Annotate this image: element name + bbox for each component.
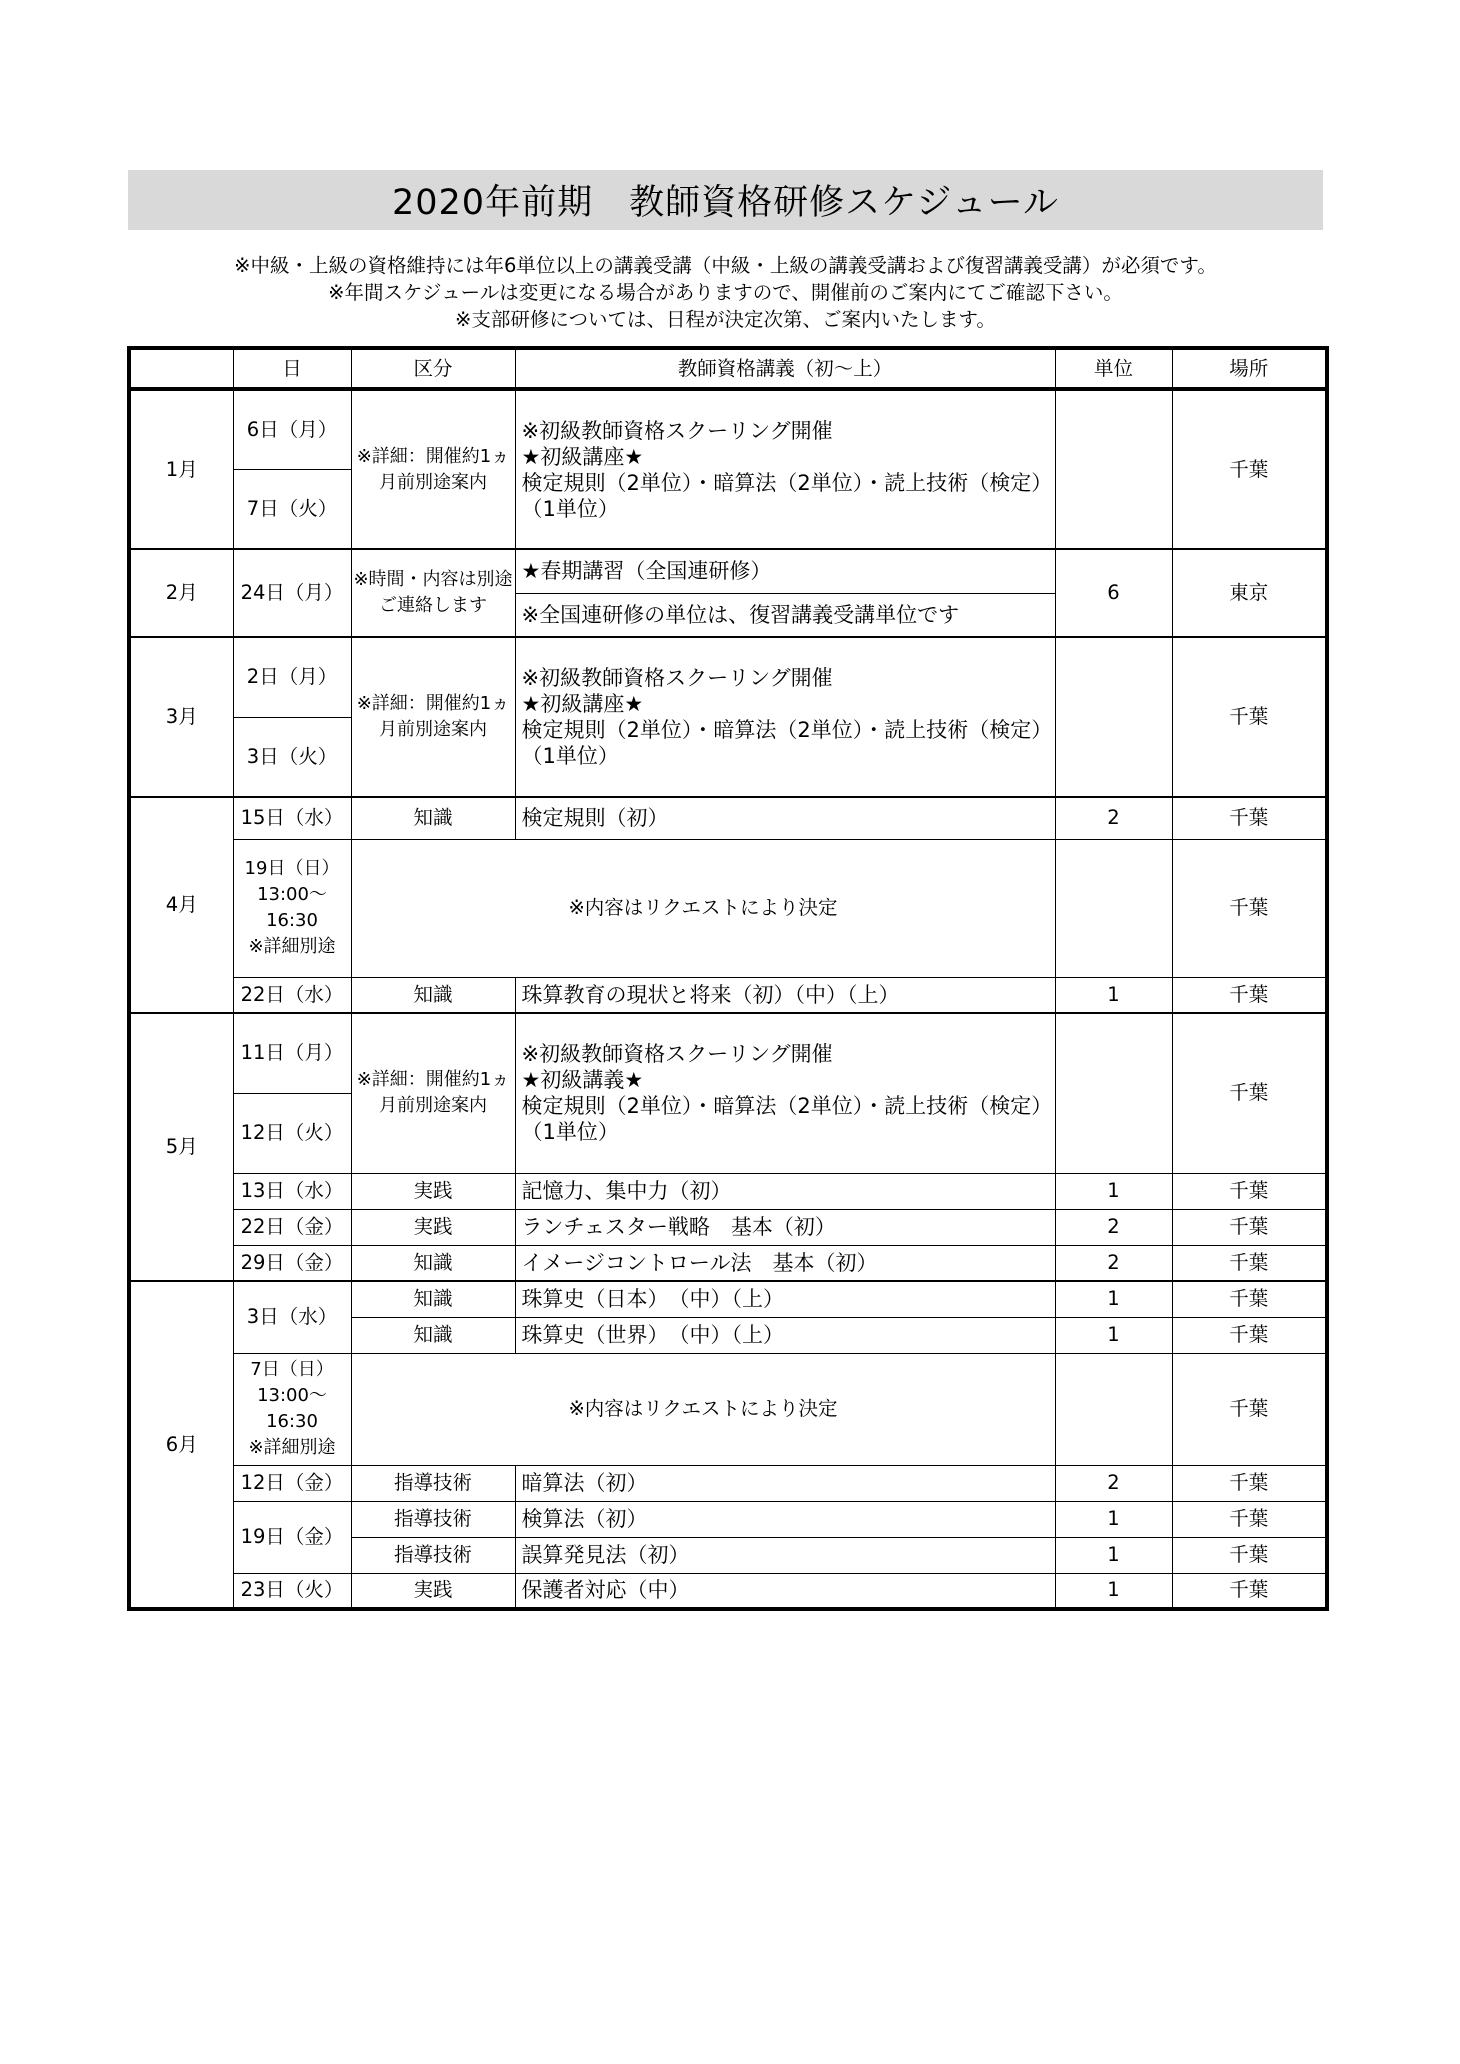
- day-cell: 6日（月）: [233, 389, 351, 469]
- lecture-line: ※初級教師資格スクーリング開催: [521, 1042, 833, 1067]
- place-cell: 千葉: [1172, 1501, 1327, 1537]
- units-cell: 1: [1055, 1173, 1172, 1209]
- lecture-cell: ※全国連研修の単位は、復習講義受講単位です: [515, 593, 1055, 637]
- lecture-line: ※初級教師資格スクーリング開催: [521, 418, 833, 443]
- units-cell: 1: [1055, 1317, 1172, 1353]
- lecture-cell: ランチェスター戦略 基本（初）: [515, 1209, 1055, 1245]
- lecture-cell: 保護者対応（中）: [515, 1573, 1055, 1609]
- units-cell: [1055, 1353, 1172, 1465]
- place-cell: 千葉: [1172, 1281, 1327, 1317]
- lecture-cell: 珠算教育の現状と将来（初）（中）（上）: [515, 977, 1055, 1013]
- day-cell: 19日（金）: [233, 1501, 351, 1573]
- place-cell: 千葉: [1172, 977, 1327, 1013]
- table-row: [129, 1573, 1327, 1609]
- day-cell: 23日（火）: [233, 1573, 351, 1609]
- header-lecture: 教師資格講義（初～上）: [515, 348, 1055, 389]
- place-cell: 千葉: [1172, 389, 1327, 549]
- month-cell: 3月: [129, 637, 233, 797]
- day-line: 7日（日）: [250, 1359, 334, 1380]
- table-row: [129, 1281, 1327, 1317]
- table-row: [129, 1465, 1327, 1501]
- table-row: [129, 389, 1327, 469]
- place-cell: 千葉: [1172, 1209, 1327, 1245]
- table-row: [129, 1209, 1327, 1245]
- lecture-cell: 記憶力、集中力（初）: [515, 1173, 1055, 1209]
- note-3: ※支部研修については、日程が決定次第、ご案内いたします。: [455, 308, 996, 331]
- units-cell: 1: [1055, 1537, 1172, 1573]
- lecture-line: ★初級講義★: [521, 1068, 644, 1093]
- lecture-line: 検定規則（2単位）・暗算法（2単位）・読上技術（検定）（1単位）: [521, 470, 1053, 521]
- day-cell: 24日（月）: [233, 549, 351, 637]
- lecture-cell: ★春期講習（全国連研修）: [515, 549, 1055, 593]
- category-cell: 知識: [351, 797, 515, 839]
- day-cell: 2日（月）: [233, 637, 351, 717]
- month-cell: 1月: [129, 389, 233, 549]
- units-cell: 1: [1055, 977, 1172, 1013]
- lecture-cell: イメージコントロール法 基本（初）: [515, 1245, 1055, 1281]
- place-cell: 千葉: [1172, 1245, 1327, 1281]
- lecture-cell: 珠算史（日本） （中）（上）: [515, 1281, 1055, 1317]
- lecture-cell: 誤算発見法（初）: [515, 1537, 1055, 1573]
- place-cell: 千葉: [1172, 1173, 1327, 1209]
- units-cell: [1055, 637, 1172, 797]
- category-cell: 指導技術: [351, 1465, 515, 1501]
- table-row: [129, 1013, 1327, 1093]
- place-cell: 千葉: [1172, 637, 1327, 797]
- group-may: [129, 1013, 1327, 1281]
- lecture-cell: 検算法（初）: [515, 1501, 1055, 1537]
- place-cell: 千葉: [1172, 1013, 1327, 1173]
- page-title: 2020年前期 教師資格研修スケジュール: [392, 183, 1059, 223]
- category-cell: 実践: [351, 1173, 515, 1209]
- table-row: [129, 1173, 1327, 1209]
- header-day: 日: [233, 348, 351, 389]
- category-cell: ※詳細：開催約1ヵ月前別途案内: [351, 637, 515, 797]
- day-cell: 11日（月）: [233, 1013, 351, 1093]
- group-june: [129, 1281, 1327, 1609]
- units-cell: 2: [1055, 797, 1172, 839]
- category-cell: ※詳細：開催約1ヵ月前別途案内: [351, 389, 515, 549]
- month-cell: 4月: [129, 797, 233, 1013]
- lecture-line: 検定規則（2単位）・暗算法（2単位）・読上技術（検定）（1単位）: [521, 718, 1053, 768]
- lecture-cell: 検定規則（初）: [515, 797, 1055, 839]
- table-row: [129, 549, 1327, 593]
- table-row: [129, 637, 1327, 717]
- day-cell: 3日（火）: [233, 717, 351, 797]
- detail-line: ※詳細別途: [248, 936, 336, 957]
- table-row: [129, 1353, 1327, 1465]
- place-cell: 千葉: [1172, 1353, 1327, 1465]
- place-cell: 千葉: [1172, 1465, 1327, 1501]
- place-cell: 千葉: [1172, 1317, 1327, 1353]
- day-cell: 22日（水）: [233, 977, 351, 1013]
- note-2: ※年間スケジュールは変更になる場合がありますので、開催前のご案内にてご確認下さい。: [328, 281, 1123, 304]
- note-1: ※中級・上級の資格維持には年6単位以上の講義受講（中級・上級の講義受講および復習講義受講）が必須です。: [234, 254, 1217, 277]
- units-cell: 2: [1055, 1465, 1172, 1501]
- notes: [128, 252, 1323, 333]
- table-row: [129, 1245, 1327, 1281]
- table-row: [129, 1501, 1327, 1537]
- units-cell: [1055, 389, 1172, 549]
- month-cell: 5月: [129, 1013, 233, 1281]
- time-line: 16:30: [266, 1411, 318, 1432]
- month-cell: 2月: [129, 549, 233, 637]
- place-cell: 東京: [1172, 549, 1327, 637]
- table-row: [129, 797, 1327, 839]
- lecture-cell: [515, 1013, 1055, 1173]
- units-cell: 2: [1055, 1209, 1172, 1245]
- units-cell: [1055, 1013, 1172, 1173]
- group-january: [129, 389, 1327, 549]
- lecture-line: 検定規則（2単位）・暗算法（2単位）・読上技術（検定）（1単位）: [521, 1094, 1053, 1145]
- group-april: [129, 797, 1327, 1013]
- lecture-line: ★初級講座★: [521, 692, 644, 716]
- time-line: 13:00～: [257, 884, 327, 905]
- day-cell: [233, 1353, 351, 1465]
- table-row: [129, 839, 1327, 977]
- title-bar: [128, 170, 1323, 230]
- header-place: 場所: [1172, 348, 1327, 389]
- category-cell: ※詳細：開催約1ヵ月前別途案内: [351, 1013, 515, 1173]
- place-cell: 千葉: [1172, 1537, 1327, 1573]
- group-march: [129, 637, 1327, 797]
- lecture-line: ★初級講座★: [521, 444, 644, 469]
- place-cell: 千葉: [1172, 797, 1327, 839]
- category-cell: 知識: [351, 1245, 515, 1281]
- day-cell: 13日（水）: [233, 1173, 351, 1209]
- day-line: 19日（日）: [244, 858, 340, 879]
- month-cell: 6月: [129, 1281, 233, 1609]
- lecture-line: ※初級教師資格スクーリング開催: [521, 666, 833, 690]
- lecture-cell: [515, 637, 1055, 797]
- time-line: 13:00～: [257, 1385, 327, 1406]
- category-cell: 実践: [351, 1209, 515, 1245]
- day-cell: 15日（水）: [233, 797, 351, 839]
- day-cell: 12日（火）: [233, 1093, 351, 1173]
- category-cell: ※時間・内容は別途ご連絡します: [351, 549, 515, 637]
- place-cell: 千葉: [1172, 839, 1327, 977]
- units-cell: 1: [1055, 1573, 1172, 1609]
- category-cell: 指導技術: [351, 1501, 515, 1537]
- lecture-cell: ※内容はリクエストにより決定: [351, 1353, 1055, 1465]
- header-units: 単位: [1055, 348, 1172, 389]
- header-category: 区分: [351, 348, 515, 389]
- place-cell: 千葉: [1172, 1573, 1327, 1609]
- day-cell: 22日（金）: [233, 1209, 351, 1245]
- category-cell: 実践: [351, 1573, 515, 1609]
- group-february: [129, 549, 1327, 637]
- day-cell: 3日（水）: [233, 1281, 351, 1353]
- lecture-cell: 暗算法（初）: [515, 1465, 1055, 1501]
- units-cell: 2: [1055, 1245, 1172, 1281]
- units-cell: 6: [1055, 549, 1172, 637]
- time-line: 16:30: [266, 910, 318, 931]
- category-cell: 知識: [351, 1281, 515, 1317]
- day-cell: 7日（火）: [233, 469, 351, 549]
- header-month: [129, 348, 233, 389]
- lecture-cell: 珠算史（世界） （中）（上）: [515, 1317, 1055, 1353]
- day-cell: 29日（金）: [233, 1245, 351, 1281]
- units-cell: 1: [1055, 1281, 1172, 1317]
- header-row: [129, 348, 1327, 389]
- lecture-cell: ※内容はリクエストにより決定: [351, 839, 1055, 977]
- units-cell: 1: [1055, 1501, 1172, 1537]
- detail-line: ※詳細別途: [248, 1437, 336, 1458]
- schedule-table: [127, 346, 1329, 1611]
- day-cell: 12日（金）: [233, 1465, 351, 1501]
- table-row: [129, 977, 1327, 1013]
- day-cell: [233, 839, 351, 977]
- lecture-cell: [515, 389, 1055, 549]
- category-cell: 知識: [351, 977, 515, 1013]
- units-cell: [1055, 839, 1172, 977]
- category-cell: 指導技術: [351, 1537, 515, 1573]
- category-cell: 知識: [351, 1317, 515, 1353]
